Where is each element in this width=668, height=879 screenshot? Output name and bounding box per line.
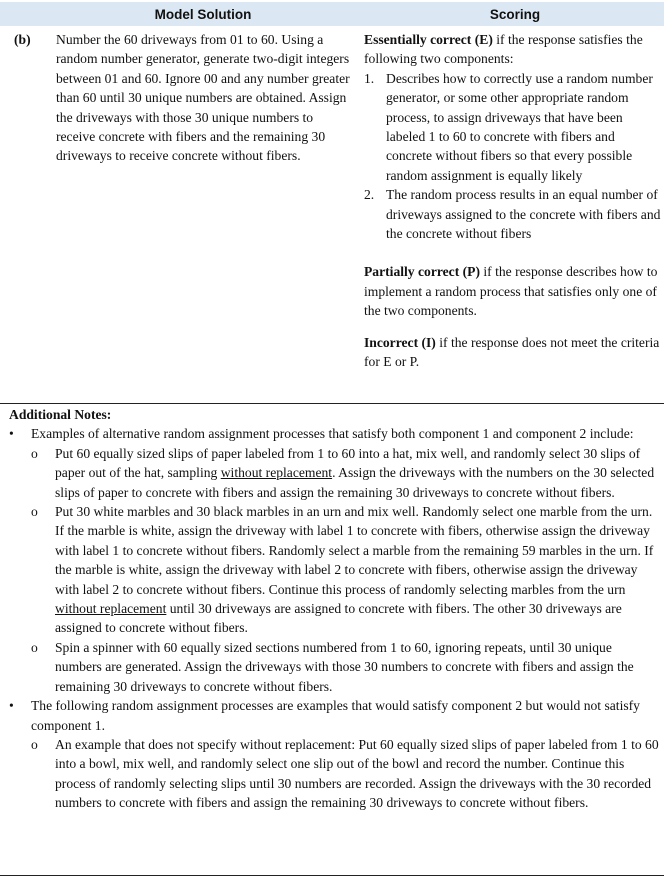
- incorrect-criterion: [364, 333, 662, 372]
- sub-bullet-item: [31, 735, 661, 813]
- notes-bullet: [9, 696, 661, 812]
- component-number: 2.: [364, 187, 375, 203]
- underlined-text: without replacement: [220, 465, 333, 481]
- sub-bullet-text: An example that does not specify without replacement: Put 60 equally sized slips of paper labeled from 1 to 60 into a bowl, mix well, and randomly select one slip out of the bowl and record the number. Continue this process of randomly selecting slips until 30 numbers are recorded. Assign the driveways with the 30 recorded numbers to concrete with fibers and assign the remaining 30 driveways to concrete without fibers.: [55, 736, 659, 811]
- sub-bullet-item: [31, 638, 661, 696]
- sub-bullet-text: Put 60 equally sized slips of paper labeled from 1 to 60 into a hat, mix well, and randomly select 30 slips of paper out of the hat, sampling: [55, 445, 641, 481]
- component-list: [364, 69, 662, 244]
- bullet-intro-text: The following random assignment processes are examples that would satisfy component 2 but would not satisfy component 1.: [31, 698, 640, 733]
- partially-correct-criterion: [364, 262, 662, 320]
- notes-bullet-list: [9, 424, 661, 812]
- essentially-correct-label: Essentially correct (E): [364, 32, 493, 47]
- component-item: [364, 69, 662, 185]
- sub-bullet-item: [31, 502, 661, 638]
- circle-bullet-icon: o: [31, 445, 38, 461]
- essentially-correct-criterion: [364, 30, 662, 69]
- bullet-icon: •: [9, 426, 14, 442]
- component-item: [364, 185, 662, 243]
- sub-bullet-list: [31, 444, 661, 696]
- circle-bullet-icon: o: [31, 736, 38, 752]
- component-text: Describes how to correctly use a random number generator, or some other appropriate random process, to assign driveways that have been labeled 1 to 60 to concrete with fibers and concrete without fibers so that every possible random assignment is equally likely: [386, 70, 653, 183]
- bullet-icon: •: [9, 698, 14, 714]
- part-label: (b): [14, 32, 31, 47]
- sub-bullet-text: Put 30 white marbles and 30 black marbles in an urn and mix well. Randomly select one marble from the urn. If the marble is white, assign the driveway with label 1 to concrete with fibers, otherwise assign the driveway with label 1 to concrete without fibers. Randomly select a marble from the remaining 59 marbles in the urn. If the marble is white, assign the driveway with label 2 to concrete with fibers, otherwise assign the driveway with label 2 to concrete without fibers. Continue this process of randomly selecting marbles from the urn: [55, 504, 654, 597]
- bottom-divider: [0, 875, 664, 876]
- notes-title: Additional Notes:: [9, 407, 112, 422]
- sub-bullet-text: Spin a spinner with 60 equally sized sections numbered from 1 to 60, ignoring repeats, until 30 unique numbers are generated. Assign the driveways with those 30 numbers to concrete with fibers and assign the remaining 30 driveways to concrete without fibers.: [55, 639, 634, 694]
- sub-bullet-list: [31, 735, 661, 813]
- partially-correct-text: if the response describes how to implement a random process that satisfies only one of the two components.: [364, 264, 658, 319]
- circle-bullet-icon: o: [31, 639, 38, 655]
- essentially-correct-text: if the response satisfies the following two components:: [364, 32, 643, 67]
- model-solution-header: Model Solution: [154, 7, 252, 22]
- circle-bullet-icon: o: [31, 504, 38, 520]
- sub-bullet-text: . Assign the driveways with the numbers on the 30 selected slips of paper to concrete with fibers and assign the remaining 30 driveways to concrete without fibers.: [55, 465, 655, 500]
- component-number: 1.: [364, 70, 375, 86]
- scoring-header: Scoring: [489, 7, 541, 22]
- additional-notes: [9, 405, 661, 813]
- model-solution-text: Number the 60 driveways from 01 to 60. Using a random number generator, generate two-digit integers between 01 and 60. Ignore 00 and any number greater than 60 until 30 unique numbers are obtained. Assign the driveways with those 30 unique numbers to receive concrete with fibers and the remaining 30 driveways to receive concrete without fibers.: [56, 32, 350, 164]
- section-divider: [0, 403, 664, 404]
- sub-bullet-text: until 30 driveways are assigned to concrete with fibers. The other 30 driveways are assigned to concrete without fibers.: [55, 601, 622, 636]
- scoring-column: [364, 30, 662, 372]
- component-text: The random process results in an equal number of driveways assigned to the concrete with fibers and the concrete without fibers: [386, 187, 661, 242]
- table-header-row: [0, 2, 664, 26]
- sub-bullet-item: [31, 444, 661, 502]
- incorrect-label: Incorrect (I): [364, 334, 436, 350]
- notes-bullet: [9, 424, 661, 696]
- partially-correct-label: Partially correct (P): [364, 264, 480, 280]
- incorrect-text: if the response does not meet the criteria for E or P.: [364, 334, 660, 370]
- bullet-intro-text: Examples of alternative random assignment processes that satisfy both component 1 and component 2 include:: [31, 426, 634, 442]
- underlined-text: without replacement: [55, 601, 167, 617]
